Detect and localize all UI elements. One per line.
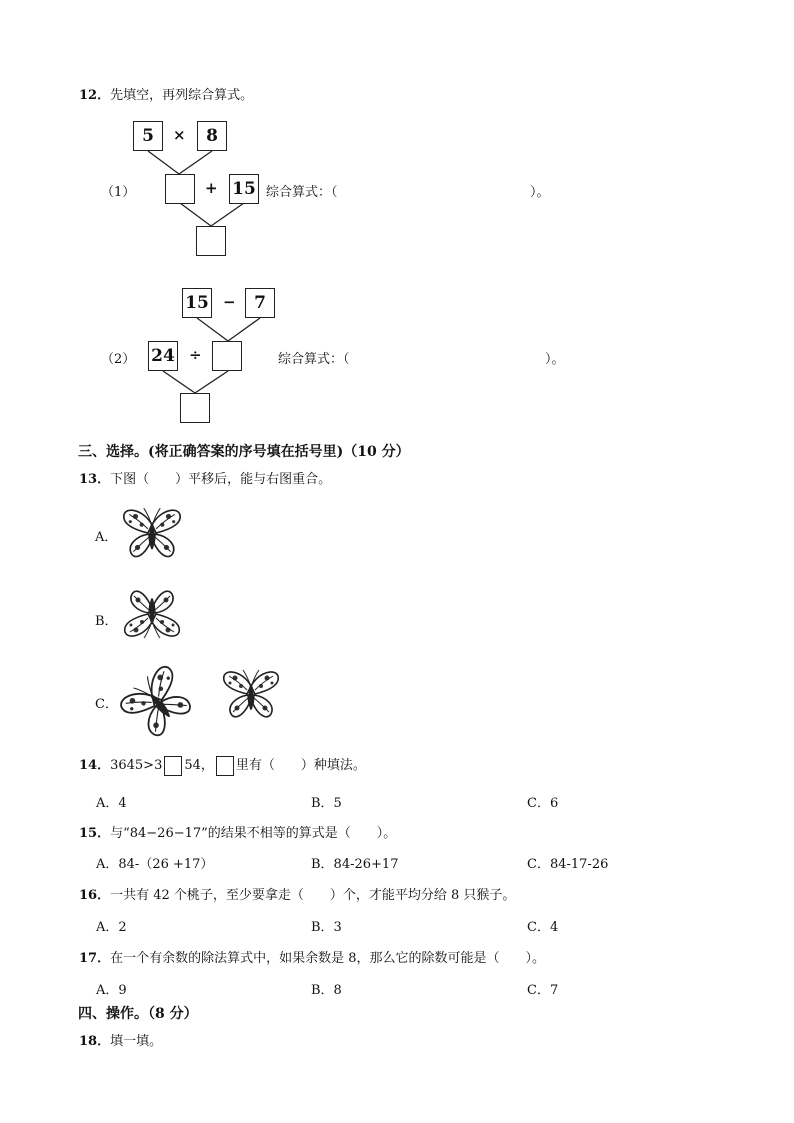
p1-op-multiply: × [173,126,186,144]
question-number: 16． [79,888,111,903]
question-18 [79,1030,162,1049]
p1-op-plus: + [205,179,218,197]
section-3-title: 三、选择。(将正确答案的序号填在括号里)（10 分） [78,444,410,460]
q16-option-b[interactable]: B．3 [311,920,342,935]
q16-option-a[interactable]: A．2 [96,920,127,935]
question-text-c: 里有（ ）种填法。 [235,758,366,773]
butterfly-reference-image [217,664,285,724]
p2-op-minus: − [223,293,236,311]
question-text: 一共有 42 个桃子，至少要拿走（ ）个，才能平均分给 8 只猴子。 [110,888,516,903]
p2-label: （2） [101,352,136,367]
q15-option-a[interactable]: A．84-（26 +17） [96,857,214,872]
p2-op-divide: ÷ [189,346,202,364]
question-14 [79,754,366,776]
p2-box-c: 24 [148,341,178,371]
question-text: 在一个有余数的除法算式中，如果余数是 8，那么它的除数可能是（ ）。 [110,951,545,966]
question-text-b: 54， [184,758,214,773]
q17-option-b[interactable]: B．8 [311,983,342,998]
p1-box-c: 15 [229,174,259,204]
question-17 [79,947,545,966]
p2-box-b: 7 [245,288,275,318]
p1-box-a: 5 [133,121,163,151]
question-number: 17． [79,951,111,966]
butterfly-a-image[interactable] [118,502,186,564]
question-text: 下图（ ）平移后，能与右图重合。 [110,472,332,487]
question-text: 与“84−26−17”的结果不相等的算式是（ ）。 [110,826,397,841]
q14-blank-box-2 [216,756,234,776]
p1-formula-end: ）。 [530,185,550,200]
q17-option-c[interactable]: C．7 [527,983,559,998]
question-text: 填一填。 [110,1034,163,1049]
question-text-a: 3645>3 [110,758,163,773]
question-number: 18． [79,1034,111,1049]
q15-option-b[interactable]: B．84-26+17 [311,857,399,872]
p1-formula-label: 综合算式：（ [266,185,338,200]
question-number: 14． [79,758,111,773]
q14-option-b[interactable]: B．5 [311,796,342,811]
p2-formula-end: ）。 [545,352,565,367]
q16-option-c[interactable]: C．4 [527,920,559,935]
q13-option-a-label[interactable]: A． [95,530,118,545]
question-13 [79,468,331,487]
question-text: 先填空，再列综合算式。 [110,88,254,103]
p2-formula-label: 综合算式：（ [278,352,350,367]
p2-blank-box[interactable] [212,341,242,371]
p2-result-box[interactable] [180,393,210,423]
question-number: 15． [79,826,111,841]
p2-formula-answer-blank[interactable] [368,345,544,365]
butterfly-b-image[interactable] [118,584,186,644]
p1-blank-box[interactable] [165,174,195,204]
butterfly-c-image[interactable] [118,665,198,741]
q13-option-c-label[interactable]: C． [95,697,118,712]
q14-option-c[interactable]: C．6 [527,796,559,811]
p2-box-a: 15 [182,288,212,318]
q15-option-c[interactable]: C．84-17-26 [527,857,609,872]
question-number: 13． [79,472,111,487]
p1-result-box[interactable] [196,226,226,256]
q14-blank-box [164,756,182,776]
q13-option-b-label[interactable]: B． [95,614,118,629]
p1-formula-answer-blank[interactable] [356,178,528,198]
question-16 [79,884,515,903]
section-4-title: 四、操作。（8 分） [78,1006,198,1022]
p1-box-b: 8 [197,121,227,151]
q14-option-a[interactable]: A．4 [96,796,127,811]
question-15 [79,822,396,841]
q17-option-a[interactable]: A．9 [96,983,127,998]
p1-label: （1） [101,185,136,200]
question-number: 12． [79,88,111,103]
